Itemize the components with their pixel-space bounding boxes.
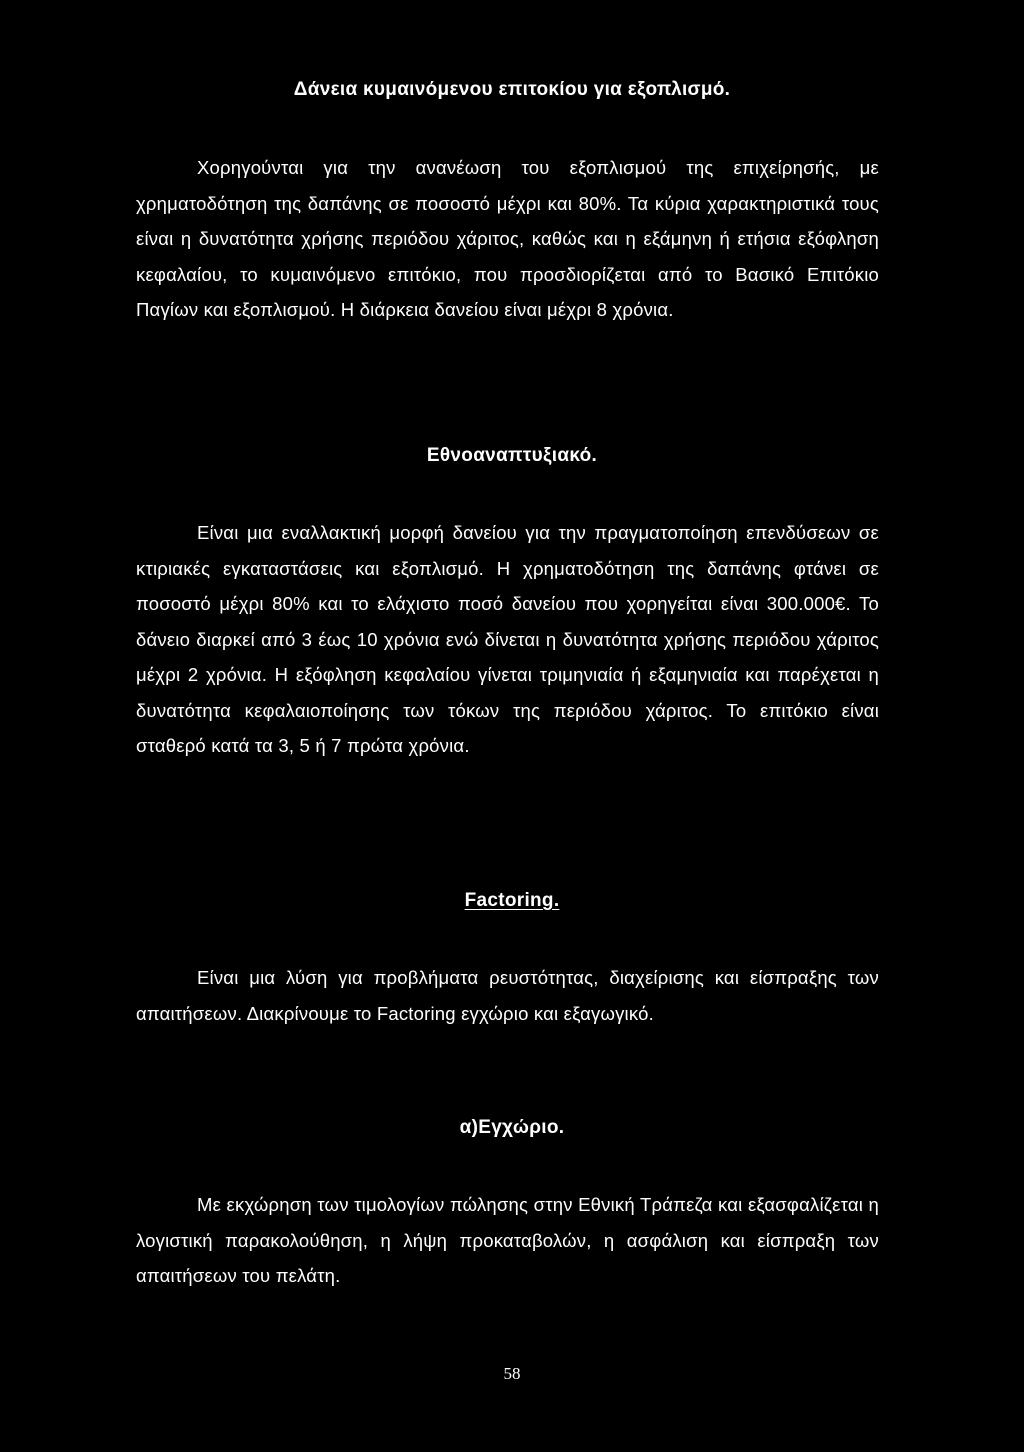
paragraph-text: Είναι μια εναλλακτική μορφή δανείου για την πραγματοποίηση επενδύσεων σε κτιριακές εγκαταστάσεις και εξοπλισμό. Η χρηματοδότηση της δαπάνης φτάνει σε ποσοστό μέχρι 80% και το ελάχιστο ποσό δανείου που χορηγείται είναι 300.000€. Το δάνειο διαρκεί από 3 έως 10 χρόνια ενώ δίνεται η δυνατότητα χρήσης περιόδου χάριτος μέχρι 2 χρόνια. Η εξόφληση κεφαλαίου γίνεται τριμηνιαία ή εξαμηνιαία και παρέχεται η δυνατότητα κεφαλαιοποίησης των τόκων της περιόδου χάριτος. Το επιτόκιο είναι σταθερό κατά τα 3, 5 ή 7 πρώτα χρόνια. xyxy=(136,522,879,756)
section-paragraph-equipment-loans xyxy=(136,150,879,328)
paragraph-text: Είναι μια λύση για προβλήματα ρευστότητας, διαχείρισης και είσπραξης των απαιτήσεων. Διακρίνουμε το Factoring εγχώριο και εξαγωγικό. xyxy=(136,967,879,1024)
section-heading-equipment-loans: Δάνεια κυμαινόμενου επιτοκίου για εξοπλισμό. xyxy=(293,79,731,100)
page-number: 58 xyxy=(503,1364,521,1383)
section-paragraph-factoring xyxy=(136,960,879,1031)
section-paragraph-ethnoanaptyxiako xyxy=(136,515,879,764)
paragraph-text: Με εκχώρηση των τιμολογίων πώλησης στην Εθνική Τράπεζα και εξασφαλίζεται η λογιστική παρακολούθηση, η λήψη προκαταβολών, η ασφάλιση και είσπραξη των απαιτήσεων του πελάτη. xyxy=(136,1194,879,1286)
paragraph-text: Χορηγούνται για την ανανέωση του εξοπλισμού της επιχείρησής, με χρηματοδότηση της δαπάνης σε ποσοστό μέχρι και 80%. Τα κύρια χαρακτηριστικά τους είναι η δυνατότητα χρήσης περιόδου χάριτος, καθώς και η εξάμηνη ή ετήσια εξόφληση κεφαλαίου, το κυμαινόμενο επιτόκιο, που προσδιορίζεται από το Βασικό Επιτόκιο Παγίων και εξοπλισμού. Η διάρκεια δανείου είναι μέχρι 8 χρόνια. xyxy=(136,157,879,320)
section-heading-ethnoanaptyxiako: Εθνοαναπτυξιακό. xyxy=(426,445,598,466)
section-paragraph-domestic xyxy=(136,1187,879,1294)
section-heading-domestic: α)Εγχώριο. xyxy=(459,1117,565,1138)
section-heading-factoring: Factoring. xyxy=(464,890,560,911)
